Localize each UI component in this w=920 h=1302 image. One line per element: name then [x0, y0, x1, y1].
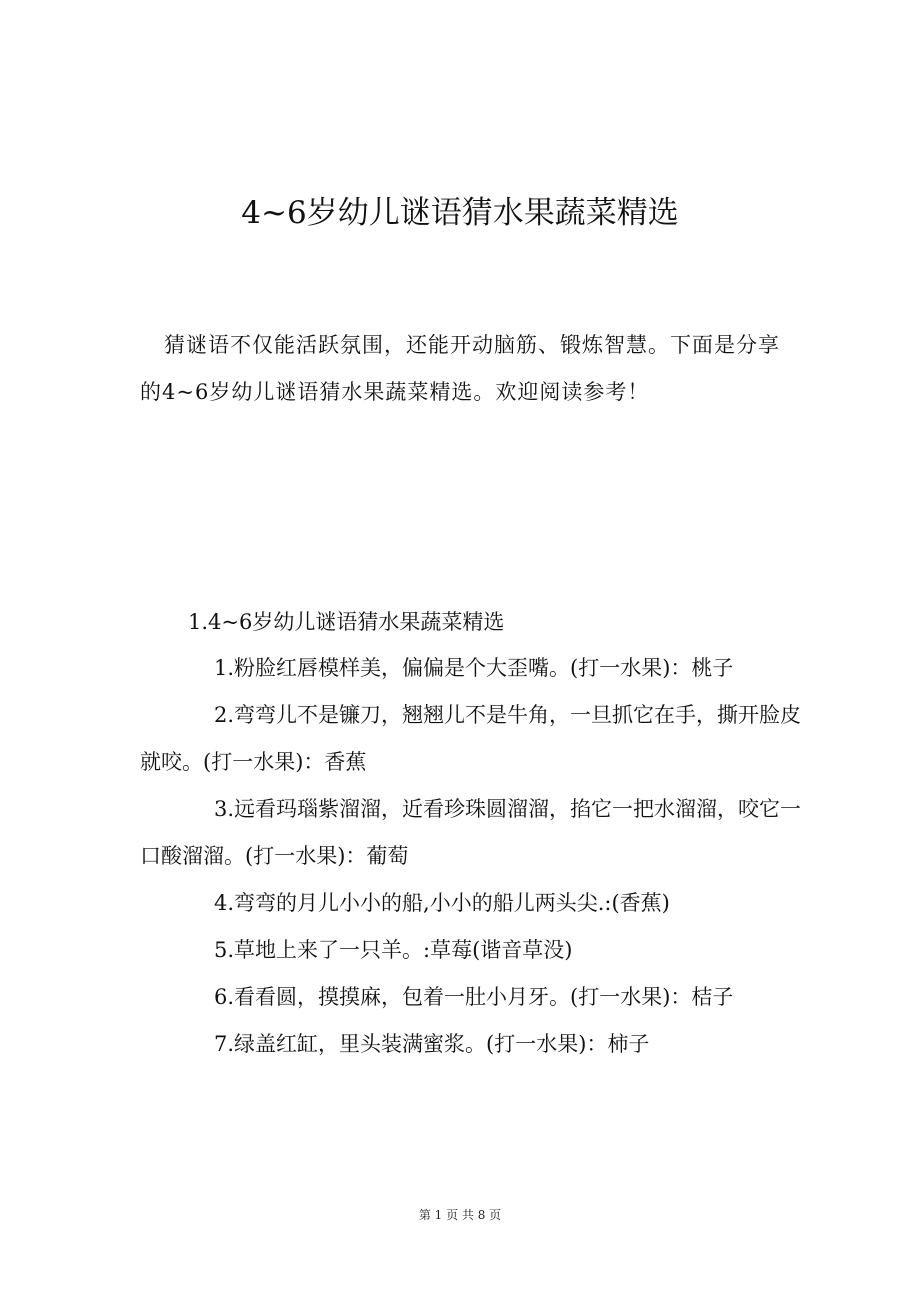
document-title: 4~6岁幼儿谜语猜水果蔬菜精选: [241, 195, 679, 231]
riddle-item-7: 7.绿盖红缸，里头装满蜜浆。(打一水果)：柿子: [214, 1032, 650, 1056]
riddle-list: [140, 645, 808, 1068]
page-number-footer: 第 1 页 共 8 页: [418, 1208, 502, 1222]
intro-paragraph: 猜谜语不仅能活跃氛围，还能开动脑筋、锻炼智慧。下面是分享的4~6岁幼儿谜语猜水果蔬菜精选。欢迎阅读参考！: [140, 333, 780, 404]
riddle-item-1: 1.粉脸红唇模样美，偏偏是个大歪嘴。(打一水果)：桃子: [214, 656, 734, 680]
riddle-item-3: 3.远看玛瑙紫溜溜，近看珍珠圆溜溜，掐它一把水溜溜，咬它一口酸溜溜。(打一水果)：葡萄: [140, 797, 802, 868]
riddle-item-4: 4.弯弯的月儿小小的船,小小的船儿两头尖.:(香蕉): [214, 891, 670, 915]
riddle-item-2: 2.弯弯儿不是镰刀，翘翘儿不是牛角，一旦抓它在手，撕开脸皮就咬。(打一水果)：香蕉: [140, 703, 802, 774]
riddle-item-6: 6.看看圆，摸摸麻，包着一肚小月牙。(打一水果)：桔子: [214, 985, 734, 1009]
section-heading: 1.4~6岁幼儿谜语猜水果蔬菜精选: [188, 610, 505, 634]
riddle-item-5: 5.草地上来了一只羊。:草莓(谐音草没): [214, 938, 573, 962]
